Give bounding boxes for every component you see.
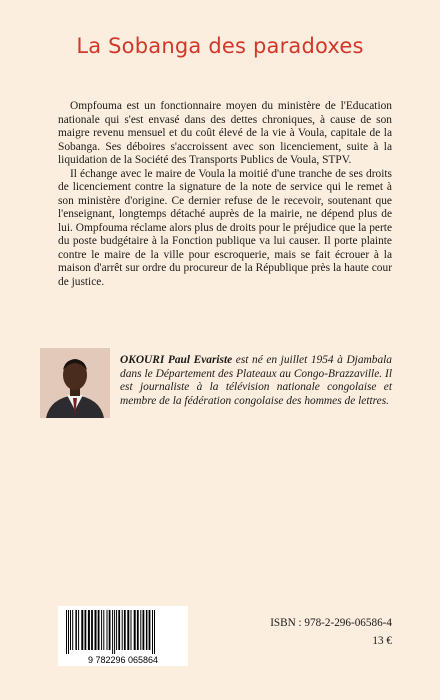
author-bio-text: est né en juillet 1954 à Djambala dans le Département des Plateaux au Congo-Brazzaville. Il est journaliste à la télévision nationale congolaise et membre de la fédération congolaise des hommes de lettres. xyxy=(120,354,393,407)
barcode-bar xyxy=(122,610,123,650)
barcode-bar xyxy=(107,610,108,650)
barcode-bar xyxy=(140,610,141,650)
barcode-bar xyxy=(91,610,93,650)
barcode-bar xyxy=(116,610,117,650)
isbn: ISBN : 978-2-296-06586-4 xyxy=(270,617,392,629)
back-cover-summary xyxy=(58,100,392,289)
barcode xyxy=(58,606,188,666)
author-photo xyxy=(40,348,110,418)
barcode-bar xyxy=(109,610,111,650)
barcode-bar xyxy=(146,610,148,650)
barcode-bar xyxy=(112,610,113,654)
summary-paragraph: Il échange avec le maire de Voula la moitié d'une tranche de ses droits de licenciement contre la signature de la note de service qui le remet à son ministère d'origine. Ce dernier refuse de le recevoir, soutenant que l'enseignant, longtemps détaché auprès de la mairie, ne dépend plus de lui. Ompfouma réclame alors plus de droits pour le préjudice que la perte du poste budgétaire à la Fonction publique va lui causer. Il porte plainte contre le maire de la ville pour escroquerie, mais se fait écrouer à la maison d'arrêt sur ordre du procureur de la République près la haute cour de justice. xyxy=(58,167,392,288)
barcode-bar xyxy=(103,610,104,650)
barcode-bar xyxy=(81,610,83,650)
barcode-bar xyxy=(152,610,153,654)
barcode-bar xyxy=(127,610,129,650)
author-bio xyxy=(120,354,392,408)
barcode-bar xyxy=(124,610,126,650)
barcode-bar xyxy=(85,610,87,650)
barcode-bar xyxy=(101,610,102,650)
barcode-bar xyxy=(134,610,136,650)
barcode-bar xyxy=(75,610,77,650)
barcode-bar xyxy=(68,610,69,654)
barcode-bar xyxy=(143,610,145,650)
barcode-bar xyxy=(131,610,132,650)
price: 13 € xyxy=(372,635,392,647)
summary-paragraph: Ompfouma est un fonctionnaire moyen du ministère de l'Education nationale qui s'est envasé dans des dettes chroniques, à cause de son maigre revenu mensuel et du coût élevé de la vie à Voula, capitale de la Sobanga. Ses déboires s'accroissent avec son licenciement, suite à la liquidation de la Société des Transports Publics de Voula, STPV. xyxy=(58,100,392,166)
barcode-bar xyxy=(88,610,90,650)
barcode-bar xyxy=(95,610,97,650)
barcode-bar xyxy=(118,610,120,650)
barcode-bar xyxy=(78,610,79,650)
barcode-bar xyxy=(154,610,155,654)
book-title: La Sobanga des paradoxes xyxy=(76,34,364,58)
barcode-bar xyxy=(114,610,115,654)
barcode-bar xyxy=(66,610,67,654)
barcode-bar xyxy=(72,610,73,650)
barcode-bar xyxy=(98,610,100,650)
barcode-bar xyxy=(137,610,139,650)
barcode-bar xyxy=(70,610,71,650)
author-name: OKOURI Paul Evariste xyxy=(120,354,233,366)
barcode-digits: 9 782296 065864 xyxy=(87,655,159,665)
barcode-bar xyxy=(149,610,151,650)
